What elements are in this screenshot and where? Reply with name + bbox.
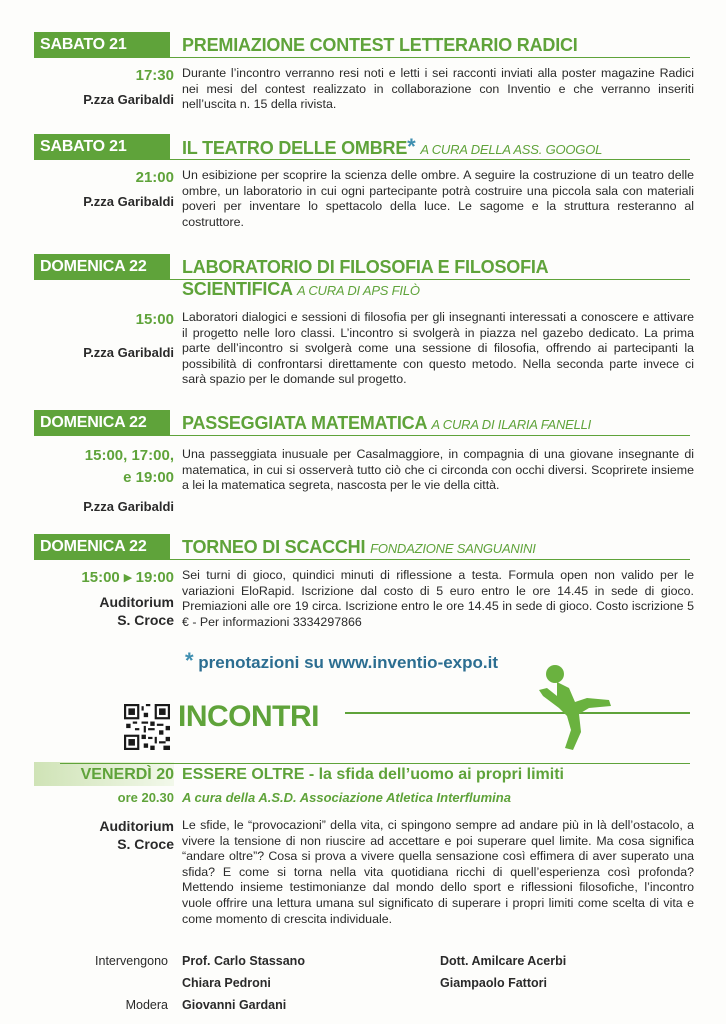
incontro-description: Le sfide, le “provocazioni” della vita, ci spingono sempre ad andare più in là dell’ostacolo, a vivere la tensione di non riuscire ad accettare e poi superare quel limite. Ma cosa significa “andare oltre”? Cosa si prova a vivere quella sensazione così effimera di aver superato una sfida? E come si torna nella vita quotidiana ricchi di quell’esperienza così profonda? Mettendo insieme testimonianze dal mondo dello sport e riflessioni filosofiche, l’incontro vuole offrire una lettura umana sul significato di superare i propri limiti come scelta di vita e come momento di crescita individuale.	[182, 818, 694, 926]
event-time: 15:00, 17:00,	[84, 447, 174, 464]
event-place: P.zza Garibaldi	[83, 345, 174, 360]
asterisk-icon: *	[407, 134, 416, 159]
event-place: P.zza Garibaldi	[83, 92, 174, 107]
speaker: Prof. Carlo Stassano	[182, 954, 305, 968]
incontro-subtitle: A cura della A.S.D. Associazione Atletica Interflumina	[182, 790, 511, 805]
event-title: IL TEATRO DELLE OMBRE	[182, 138, 408, 158]
speakers-label: Intervengono	[95, 954, 168, 968]
day-header: SABATO 21	[34, 32, 170, 58]
event-time: 15:00	[135, 311, 174, 328]
event-place-cont: S. Croce	[117, 612, 174, 628]
event-curator: A CURA DI APS FILÒ	[296, 283, 420, 298]
event-title: PASSEGGIATA MATEMATICA	[182, 413, 427, 433]
event-title: LABORATORIO DI FILOSOFIA E FILOSOFIA	[182, 257, 549, 277]
event-description: Una passeggiata inusuale per Casalmaggiore, in compagnia di una giovane insegnante di matematica, in cui si osserverà tutto ciò che ci circonda con occhi diversi. Scoprirete insieme a lei la matematica segreta, nascosta per le vie della città.	[182, 447, 694, 493]
event-description: Durante l’incontro verranno resi noti e letti i sei racconti inviati alla poster magazine Radici nei mesi del contest realizzato in collaborazione con Inventio e che verranno inseriti nell’uscita n. 15 della rivista.	[182, 66, 694, 112]
event-title-line	[182, 536, 536, 560]
event-place: Auditorium	[99, 594, 174, 610]
speaker: Dott. Amilcare Acerbi	[440, 954, 567, 968]
event-title-line	[182, 136, 602, 161]
event-time: 17:30	[135, 67, 174, 84]
day-header: DOMENICA 22	[34, 254, 170, 280]
runner-icon	[535, 658, 615, 754]
incontro-place-cont: S. Croce	[117, 836, 174, 852]
incontro-day: VENERDÌ 20	[80, 766, 174, 783]
event-place: P.zza Garibaldi	[83, 194, 174, 209]
event-time: 21:00	[135, 169, 174, 186]
event-curator: A CURA DELLA ASS. GOOGOL	[420, 142, 603, 157]
booking-note	[185, 648, 498, 674]
incontro-time: ore 20.30	[117, 790, 174, 805]
asterisk-icon: *	[185, 648, 194, 673]
event-title: TORNEO DI SCACCHI	[182, 537, 366, 557]
event-time-cont: e 19:00	[123, 469, 174, 486]
incontro-place: Auditorium	[99, 818, 174, 834]
event-title: PREMIAZIONE CONTEST LETTERARIO RADICI	[182, 35, 578, 55]
section-divider	[345, 712, 690, 714]
event-time: 15:00 ▸ 19:00	[81, 569, 174, 586]
moderator-label: Modera	[125, 998, 168, 1012]
event-title-line	[182, 412, 591, 436]
divider	[60, 763, 690, 764]
event-title-line2	[182, 278, 420, 302]
booking-text: prenotazioni su www.inventio-expo.it	[198, 653, 499, 672]
event-place: P.zza Garibaldi	[83, 499, 174, 514]
event-curator: A CURA DI ILARIA FANELLI	[431, 417, 592, 432]
divider	[170, 57, 690, 58]
event-curator: FONDAZIONE SANGUANINI	[370, 541, 536, 556]
incontro-title: ESSERE OLTRE - la sfida dell’uomo ai propri limiti	[182, 766, 564, 783]
section-title: INCONTRI	[178, 700, 319, 733]
day-header: DOMENICA 22	[34, 410, 170, 436]
qr-code-icon[interactable]	[124, 704, 170, 750]
speaker: Chiara Pedroni	[182, 976, 271, 990]
day-header: SABATO 21	[34, 134, 170, 160]
event-description: Un esibizione per scoprire la scienza delle ombre. A seguire la costruzione di un teatro delle ombre, un laboratorio in cui ogni partecipante potrà costruire una piccola sala con materiali poveri per inventare lo spettacolo della luce. Le sagome e la struttura resteranno al costruttore.	[182, 168, 694, 229]
event-description: Sei turni di gioco, quindici minuti di riflessione a testa. Formula open non valido per le variazioni EloRapid. Iscrizione dal costo di 5 euro entro le ore 14.45 in sede di gioco. Premiazioni alle ore 19 circa. Iscrizione entro le ore 14.45 in sede di gioco. Costo iscrizione 5 € - Per informazioni 3334297866	[182, 568, 694, 629]
event-title-cont: SCIENTIFICA	[182, 279, 293, 299]
event-description: Laboratori dialogici e sessioni di filosofia per gli insegnanti interessati a conoscere e attivare il progetto nelle loro classi. L’incontro si svolgerà in piazza nel gazebo dedicato. La prima parte dell’incontro si svolgerà come una sessione di filosofia, offrendo ai partecipanti la possibilità di confrontarsi direttamente con questo metodo. Nella seconda parte invece ci sarà spazio per le domande sul progetto.	[182, 310, 694, 387]
speaker: Giampaolo Fattori	[440, 976, 547, 990]
day-header: DOMENICA 22	[34, 534, 170, 560]
moderator: Giovanni Gardani	[182, 998, 287, 1012]
